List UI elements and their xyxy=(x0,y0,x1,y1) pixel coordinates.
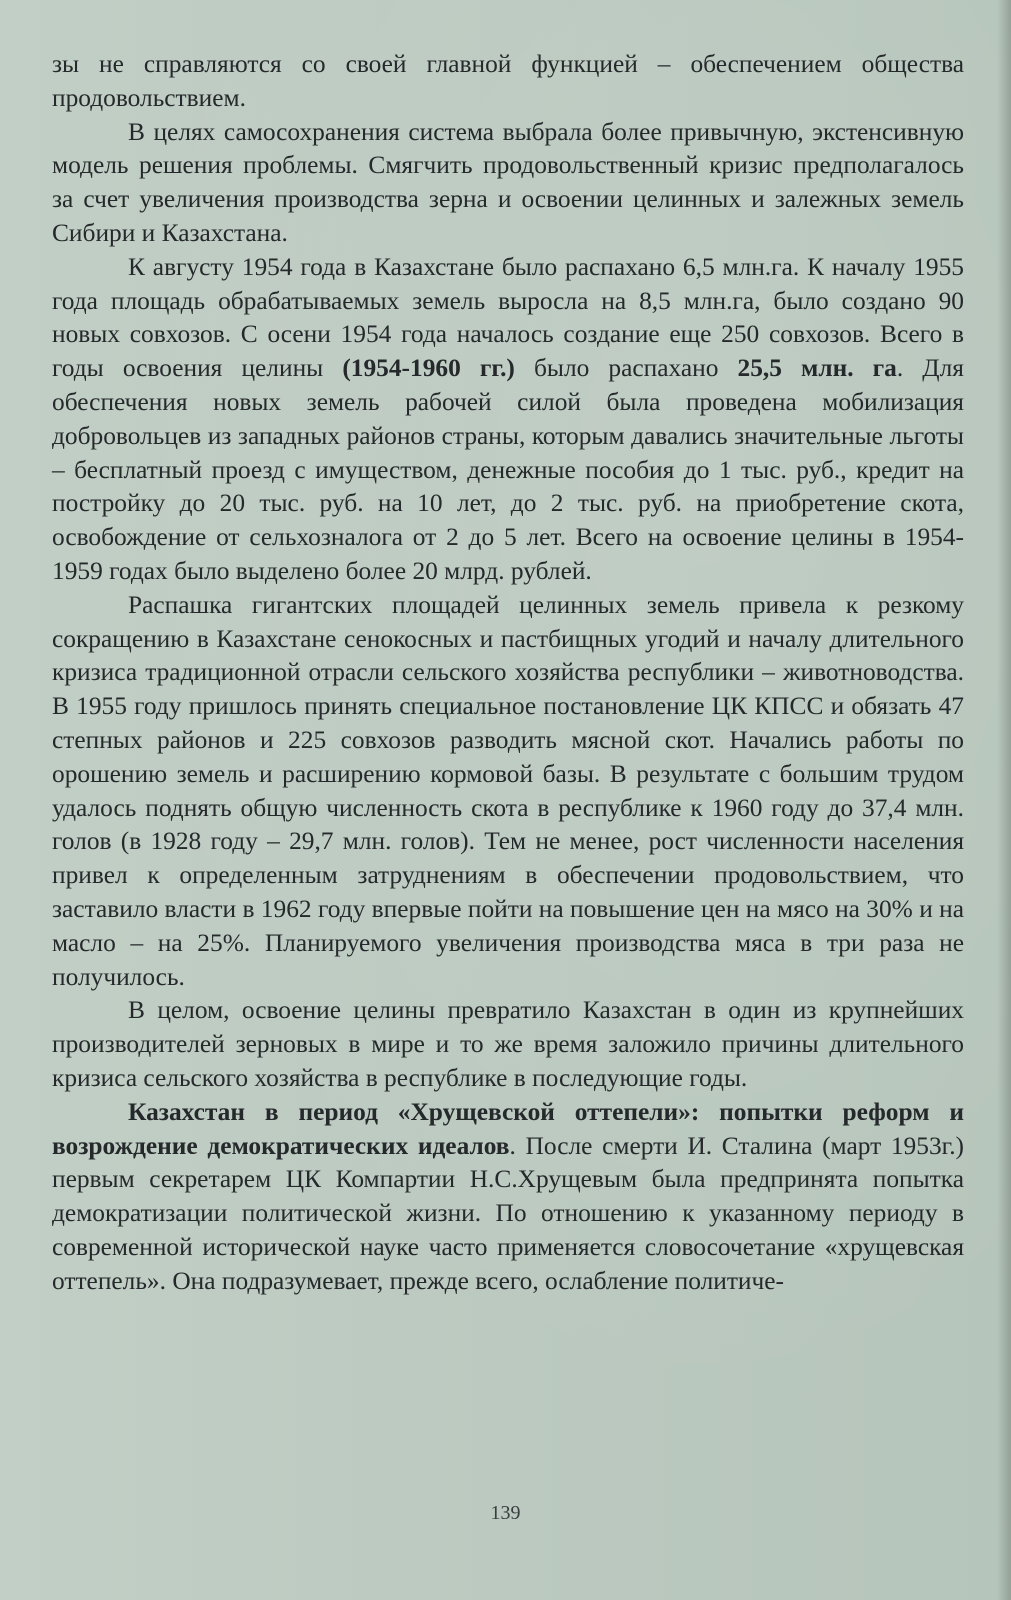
paragraph-3 xyxy=(52,251,964,589)
paragraph-3-bold-years: (1954-1960 гг.) xyxy=(342,354,515,383)
paragraph-1 xyxy=(52,48,964,116)
page-number: 139 xyxy=(490,1502,521,1524)
paragraph-3-text-a: К августу 1954 года в Казахстане было распахано 6,5 млн.га. К началу 1955 года площадь обрабатываемых земель выросла на 8,5 млн.га, было создано 90 новых совхозов. С осени 1954 года началось создание еще 250 совхозов. Всего в годы освоения целины xyxy=(52,252,964,383)
paragraph-6-text: . После смерти И. Сталина (март 1953г.) первым секретарем ЦК Компартии Н.С.Хрущевым была предпринята попытка демократизации политической жизни. По отношению к указанному периоду в современной исторической науке часто применяется словосочетание «хрущевская оттепель». Она подразумевает, прежде всего, ослабление политиче- xyxy=(52,1131,964,1295)
page-body-text xyxy=(52,48,964,1298)
paragraph-2-text: В целях самосохранения система выбрала более привычную, экстенсивную модель решения проблемы. Смягчить продовольственный кризис предполагалось за счет увеличения производства зерна и освоении целинных и залежных земель Сибири и Казахстана. xyxy=(52,117,964,247)
section-heading: Казахстан в период «Хрущевской оттепели»: попытки реформ и возрождение демократических идеалов xyxy=(52,1097,964,1160)
paragraph-5 xyxy=(52,994,964,1095)
paragraph-4-text: Распашка гигантских площадей целинных земель привела к резкому сокращению в Казахстане сенокосных и пастбищных угодий и началу длительного кризиса традиционной отрасли сельского хозяйства республики – животноводства. В 1955 году пришлось принять специальное постановление ЦК КПСС и обязать 47 степных районов и 225 совхозов разводить мясной скот. Начались работы по орошению земель и расширению кормовой базы. В результате с большим трудом удалось поднять общую численность скота в республике к 1960 году до 37,4 млн. голов (в 1928 году – 29,7 млн. голов). Тем не менее, рост численности населения привел к определенным затруднениям в обеспечении продовольствием, что заставило власти в 1962 году впервые пойти на повышение цен на мясо на 30% и на масло – на 25%. Планируемого увеличения производства мяса в три раза не получилось. xyxy=(52,590,964,991)
paragraph-3-text-e: . Для обеспечения новых земель рабочей силой была проведена мобилизация добровольцев из западных районов страны, которым давались значительные льготы – бесплатный проезд с имуществом, денежные пособия до 1 тыс. руб., кредит на постройку до 20 тыс. руб. на 10 лет, до 2 тыс. руб. на приобретение скота, освобождение от сельхозналога от 2 до 5 лет. Всего на освоение целины в 1954-1959 годах было выделено более 20 млрд. рублей. xyxy=(52,354,964,585)
paragraph-3-text-c: было распахано xyxy=(514,354,738,383)
paragraph-3-bold-area: 25,5 млн. га xyxy=(737,354,897,383)
paragraph-4 xyxy=(52,589,964,995)
paragraph-2 xyxy=(52,116,964,251)
paragraph-5-text: В целом, освоение целины превратило Казахстан в один из крупнейших производителей зерновых в мире и то же время заложило причины длительного кризиса сельского хозяйства в республике в последующие годы. xyxy=(52,996,964,1092)
paragraph-6 xyxy=(52,1096,964,1299)
paragraph-1-text: зы не справляются со своей главной функцией – обеспечением общества продовольствием. xyxy=(52,50,964,112)
